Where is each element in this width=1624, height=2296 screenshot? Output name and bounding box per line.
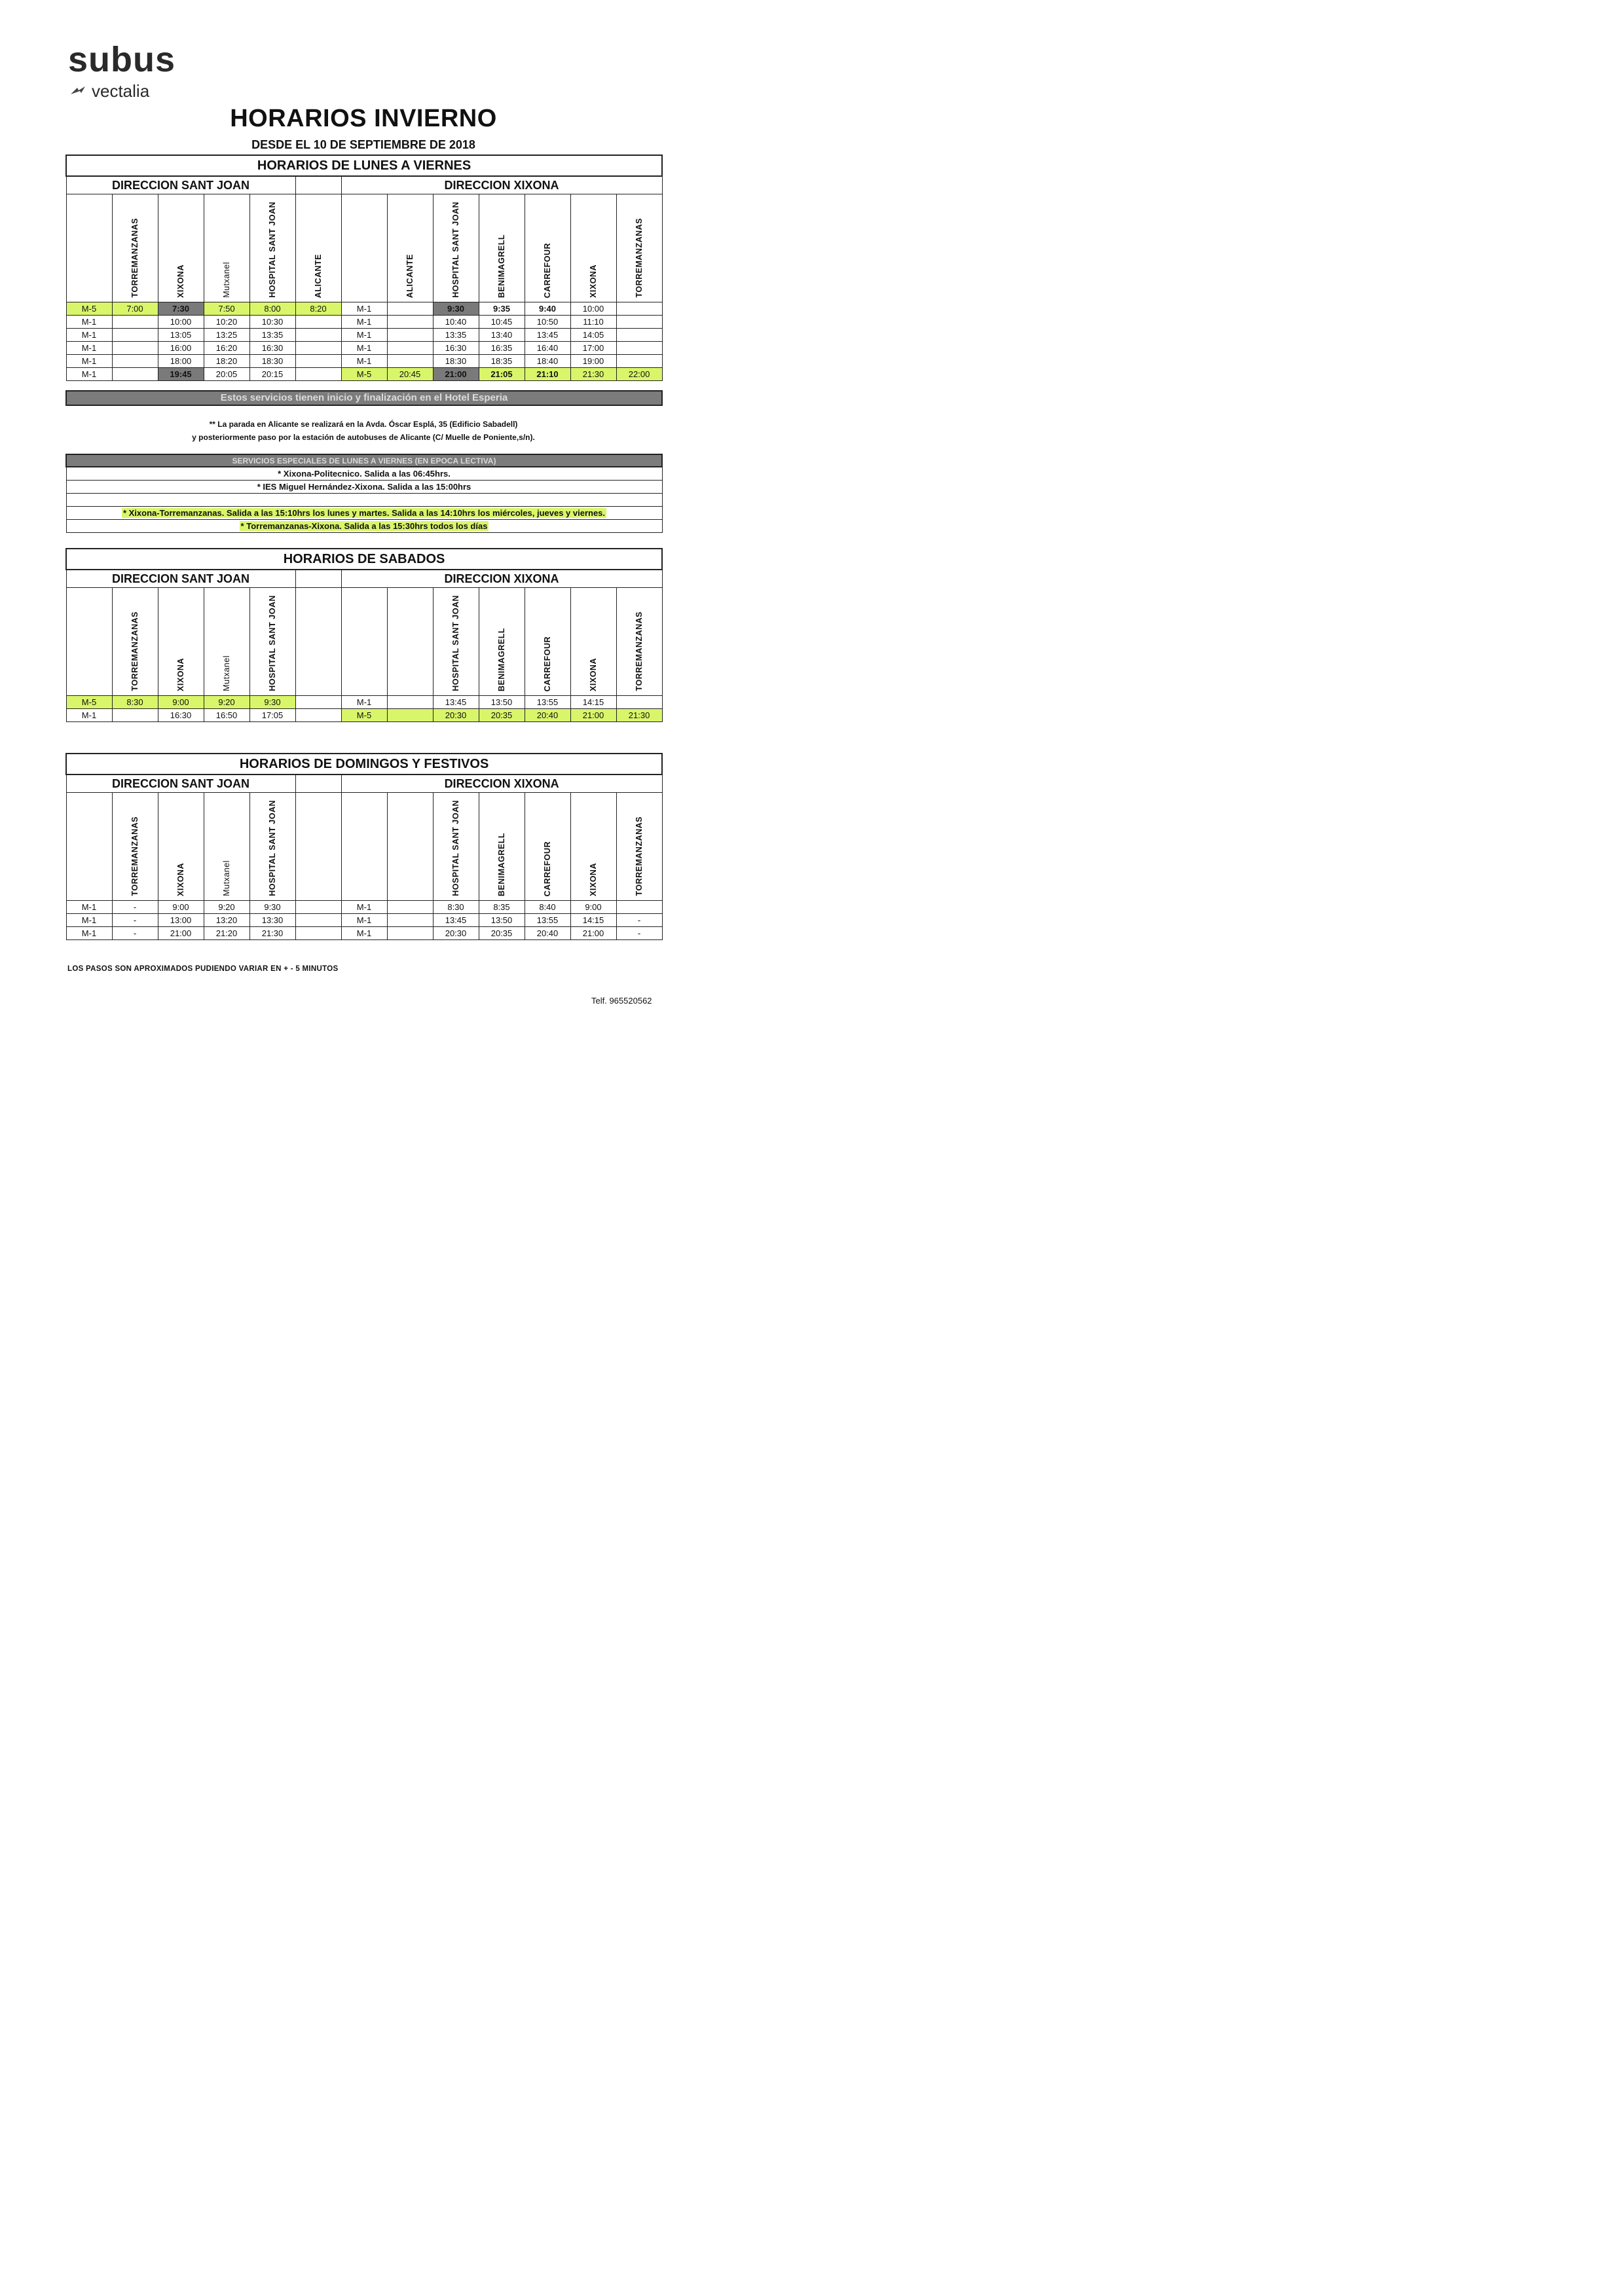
time-cell: M-1 bbox=[66, 914, 112, 927]
time-cell: 7:50 bbox=[204, 302, 249, 316]
stop-header bbox=[525, 793, 570, 901]
time-cell bbox=[295, 368, 341, 381]
time-cell: 20:40 bbox=[525, 709, 570, 722]
time-cell: 13:20 bbox=[204, 914, 249, 927]
time-cell bbox=[112, 355, 158, 368]
time-cell: 18:30 bbox=[249, 355, 295, 368]
time-cell: M-1 bbox=[341, 901, 387, 914]
time-cell bbox=[112, 368, 158, 381]
logo-vectalia bbox=[69, 82, 149, 100]
time-cell: 13:50 bbox=[479, 914, 525, 927]
time-cell: 8:40 bbox=[525, 901, 570, 914]
time-cell: 10:40 bbox=[433, 316, 479, 329]
stop-header bbox=[616, 588, 662, 696]
table-row bbox=[66, 302, 662, 316]
time-cell: M-1 bbox=[66, 329, 112, 342]
table-row bbox=[66, 316, 662, 329]
table-row bbox=[66, 368, 662, 381]
time-cell: 14:15 bbox=[570, 914, 616, 927]
time-cell: 16:35 bbox=[479, 342, 525, 355]
schedule-title: HORARIOS DE LUNES A VIERNES bbox=[66, 155, 662, 176]
special-line bbox=[66, 520, 662, 533]
stop-label: XIXONA bbox=[175, 264, 185, 298]
stop-header bbox=[479, 588, 525, 696]
hotel-notice-bar: Estos servicios tienen inicio y finalización en el Hotel Esperia bbox=[65, 390, 663, 406]
time-cell bbox=[387, 342, 433, 355]
time-cell: 9:20 bbox=[204, 696, 249, 709]
time-cell: 9:35 bbox=[479, 302, 525, 316]
stop-label: XIXONA bbox=[588, 264, 598, 298]
logo-subus: subus bbox=[68, 40, 176, 79]
logo-vectalia-text: vectalia bbox=[92, 81, 150, 101]
note-line-1: ** La parada en Alicante se realizará en la Avda. Óscar Esplá, 35 (Edificio Sabadell) bbox=[209, 420, 518, 429]
schedule-title: HORARIOS DE DOMINGOS Y FESTIVOS bbox=[66, 754, 662, 774]
time-cell: 20:15 bbox=[249, 368, 295, 381]
time-cell: 10:50 bbox=[525, 316, 570, 329]
stop-header bbox=[570, 194, 616, 302]
time-cell bbox=[295, 709, 341, 722]
stop-header bbox=[295, 588, 341, 696]
direction-spacer bbox=[295, 570, 341, 588]
stop-header bbox=[158, 194, 204, 302]
time-cell bbox=[616, 696, 662, 709]
time-cell: 10:45 bbox=[479, 316, 525, 329]
special-line bbox=[66, 494, 662, 507]
stop-label: CARREFOUR bbox=[542, 841, 552, 896]
time-cell: 21:30 bbox=[570, 368, 616, 381]
time-cell: 11:10 bbox=[570, 316, 616, 329]
time-cell: 13:50 bbox=[479, 696, 525, 709]
time-cell: 18:35 bbox=[479, 355, 525, 368]
stop-label: BENIMAGRELL bbox=[496, 832, 506, 896]
time-cell: 19:00 bbox=[570, 355, 616, 368]
time-cell: M-1 bbox=[341, 342, 387, 355]
stop-header bbox=[387, 194, 433, 302]
time-cell bbox=[295, 342, 341, 355]
time-cell: 8:20 bbox=[295, 302, 341, 316]
time-cell: 7:00 bbox=[112, 302, 158, 316]
special-line bbox=[66, 507, 662, 520]
time-cell: 9:40 bbox=[525, 302, 570, 316]
time-cell: 20:05 bbox=[204, 368, 249, 381]
stop-header bbox=[525, 588, 570, 696]
time-cell: 18:20 bbox=[204, 355, 249, 368]
time-cell bbox=[616, 901, 662, 914]
time-cell: 18:40 bbox=[525, 355, 570, 368]
special-line-text: * Torremanzanas-Xixona. Salida a las 15:30hrs todos los días bbox=[240, 521, 488, 531]
stop-header bbox=[295, 793, 341, 901]
direction-spacer bbox=[295, 176, 341, 194]
stop-label: XIXONA bbox=[175, 658, 185, 691]
time-cell: 20:30 bbox=[433, 927, 479, 940]
swoosh-icon bbox=[69, 85, 88, 97]
time-cell: M-1 bbox=[341, 302, 387, 316]
table-row bbox=[66, 696, 662, 709]
time-cell bbox=[387, 696, 433, 709]
stop-label: XIXONA bbox=[588, 863, 598, 896]
saturday-schedule-table bbox=[65, 548, 663, 722]
time-cell: 21:00 bbox=[158, 927, 204, 940]
stop-header bbox=[479, 793, 525, 901]
direction-spacer bbox=[295, 774, 341, 793]
time-cell: 13:45 bbox=[433, 696, 479, 709]
stop-header bbox=[66, 793, 112, 901]
time-cell: - bbox=[112, 901, 158, 914]
time-cell: 9:00 bbox=[570, 901, 616, 914]
time-cell: 16:40 bbox=[525, 342, 570, 355]
special-line-text: * Xixona-Torremanzanas. Salida a las 15:10hrs los lunes y martes. Salida a las 14:10hrs los miércoles, jueves y viernes. bbox=[122, 508, 606, 518]
time-cell bbox=[295, 329, 341, 342]
stop-label: HOSPITAL SANT JOAN bbox=[267, 202, 277, 298]
stop-label: Mutxanel bbox=[221, 655, 231, 691]
time-cell bbox=[112, 329, 158, 342]
time-cell bbox=[112, 342, 158, 355]
time-cell bbox=[112, 709, 158, 722]
table-row bbox=[66, 709, 662, 722]
stop-header bbox=[158, 793, 204, 901]
stop-label: ALICANTE bbox=[405, 253, 415, 298]
stop-header bbox=[112, 793, 158, 901]
time-cell: - bbox=[112, 914, 158, 927]
time-cell: 13:40 bbox=[479, 329, 525, 342]
time-cell: 9:00 bbox=[158, 696, 204, 709]
time-cell: 21:00 bbox=[570, 927, 616, 940]
stop-header bbox=[66, 588, 112, 696]
stop-header bbox=[66, 194, 112, 302]
time-cell: 17:00 bbox=[570, 342, 616, 355]
time-cell: 7:30 bbox=[158, 302, 204, 316]
direction-sant-joan: DIRECCION SANT JOAN bbox=[66, 176, 295, 194]
time-cell: M-1 bbox=[66, 368, 112, 381]
stop-header bbox=[249, 793, 295, 901]
direction-sant-joan: DIRECCION SANT JOAN bbox=[66, 570, 295, 588]
time-cell: 21:30 bbox=[249, 927, 295, 940]
stop-header bbox=[204, 588, 249, 696]
stop-label: CARREFOUR bbox=[542, 242, 552, 298]
time-cell: 8:00 bbox=[249, 302, 295, 316]
stop-label: XIXONA bbox=[588, 658, 598, 691]
special-header: SERVICIOS ESPECIALES DE LUNES A VIERNES (EN EPOCA LECTIVA) bbox=[66, 454, 662, 467]
stop-label: TORREMANZANAS bbox=[130, 218, 139, 298]
stop-header bbox=[249, 194, 295, 302]
time-cell: 8:35 bbox=[479, 901, 525, 914]
time-cell: 13:30 bbox=[249, 914, 295, 927]
stop-header bbox=[433, 588, 479, 696]
time-cell: - bbox=[616, 927, 662, 940]
time-cell bbox=[387, 914, 433, 927]
stop-label: CARREFOUR bbox=[542, 636, 552, 691]
time-cell: M-5 bbox=[66, 302, 112, 316]
time-cell: 16:30 bbox=[433, 342, 479, 355]
time-cell bbox=[616, 342, 662, 355]
stop-label: HOSPITAL SANT JOAN bbox=[451, 202, 460, 298]
stop-label: BENIMAGRELL bbox=[496, 234, 506, 298]
time-cell: 10:00 bbox=[158, 316, 204, 329]
stop-header bbox=[570, 588, 616, 696]
stop-label: Mutxanel bbox=[221, 262, 231, 298]
time-cell: 9:00 bbox=[158, 901, 204, 914]
time-cell: 20:35 bbox=[479, 709, 525, 722]
time-cell: 21:05 bbox=[479, 368, 525, 381]
stop-header bbox=[616, 194, 662, 302]
time-cell bbox=[387, 302, 433, 316]
stop-header bbox=[204, 793, 249, 901]
special-line: * IES Miguel Hernández-Xixona. Salida a las 15:00hrs bbox=[66, 481, 662, 494]
time-cell: 17:05 bbox=[249, 709, 295, 722]
time-cell: 13:35 bbox=[433, 329, 479, 342]
page-subtitle: DESDE EL 10 DE SEPTIEMBRE DE 2018 bbox=[251, 138, 475, 151]
page-title: HORARIOS INVIERNO bbox=[230, 105, 497, 132]
table-row bbox=[66, 914, 662, 927]
footer-note: LOS PASOS SON APROXIMADOS PUDIENDO VARIAR EN + - 5 MINUTOS bbox=[67, 965, 339, 973]
time-cell: 20:40 bbox=[525, 927, 570, 940]
direction-sant-joan: DIRECCION SANT JOAN bbox=[66, 774, 295, 793]
time-cell bbox=[295, 927, 341, 940]
stop-label: TORREMANZANAS bbox=[130, 611, 139, 691]
stop-header bbox=[525, 194, 570, 302]
stop-label: Mutxanel bbox=[221, 860, 231, 896]
stop-header bbox=[341, 793, 387, 901]
time-cell: 13:25 bbox=[204, 329, 249, 342]
time-cell bbox=[295, 355, 341, 368]
stop-header bbox=[341, 588, 387, 696]
stop-label: TORREMANZANAS bbox=[634, 218, 644, 298]
time-cell: 8:30 bbox=[112, 696, 158, 709]
time-cell: 16:00 bbox=[158, 342, 204, 355]
time-cell: 18:30 bbox=[433, 355, 479, 368]
stop-label: HOSPITAL SANT JOAN bbox=[451, 800, 460, 896]
time-cell bbox=[616, 316, 662, 329]
time-cell bbox=[295, 901, 341, 914]
time-cell: - bbox=[616, 914, 662, 927]
time-cell bbox=[387, 329, 433, 342]
time-cell: 13:35 bbox=[249, 329, 295, 342]
time-cell: M-5 bbox=[341, 709, 387, 722]
time-cell: 21:00 bbox=[570, 709, 616, 722]
stop-label: ALICANTE bbox=[313, 253, 323, 298]
time-cell: 20:30 bbox=[433, 709, 479, 722]
time-cell: 16:50 bbox=[204, 709, 249, 722]
stop-header bbox=[616, 793, 662, 901]
time-cell: 21:30 bbox=[616, 709, 662, 722]
stop-label: TORREMANZANAS bbox=[634, 816, 644, 896]
time-cell: 13:00 bbox=[158, 914, 204, 927]
time-cell: M-1 bbox=[66, 709, 112, 722]
time-cell: 13:05 bbox=[158, 329, 204, 342]
time-cell bbox=[295, 316, 341, 329]
direction-xixona: DIRECCION XIXONA bbox=[341, 774, 662, 793]
time-cell: M-1 bbox=[66, 316, 112, 329]
special-line: * Xixona-Politecnico. Salida a las 06:45hrs. bbox=[66, 467, 662, 481]
time-cell: 10:30 bbox=[249, 316, 295, 329]
time-cell: M-1 bbox=[66, 355, 112, 368]
time-cell: M-1 bbox=[341, 927, 387, 940]
time-cell bbox=[387, 901, 433, 914]
time-cell bbox=[616, 355, 662, 368]
time-cell: M-1 bbox=[341, 329, 387, 342]
time-cell: M-1 bbox=[341, 696, 387, 709]
schedule-title: HORARIOS DE SABADOS bbox=[66, 549, 662, 570]
stop-header bbox=[204, 194, 249, 302]
stop-header bbox=[479, 194, 525, 302]
stop-header bbox=[570, 793, 616, 901]
time-cell: 10:20 bbox=[204, 316, 249, 329]
time-cell: 16:30 bbox=[249, 342, 295, 355]
time-cell bbox=[616, 329, 662, 342]
weekday-schedule-table bbox=[65, 155, 663, 381]
time-cell: 16:30 bbox=[158, 709, 204, 722]
time-cell: 20:45 bbox=[387, 368, 433, 381]
phone-number: Telf. 965520562 bbox=[591, 996, 652, 1006]
time-cell bbox=[387, 355, 433, 368]
stop-label: HOSPITAL SANT JOAN bbox=[451, 595, 460, 691]
time-cell: 13:45 bbox=[525, 329, 570, 342]
stop-header bbox=[295, 194, 341, 302]
sunday-schedule-table bbox=[65, 753, 663, 940]
direction-xixona: DIRECCION XIXONA bbox=[341, 570, 662, 588]
time-cell: 16:20 bbox=[204, 342, 249, 355]
time-cell bbox=[295, 696, 341, 709]
time-cell: 9:30 bbox=[249, 696, 295, 709]
time-cell: M-1 bbox=[341, 914, 387, 927]
time-cell: 13:45 bbox=[433, 914, 479, 927]
time-cell: - bbox=[112, 927, 158, 940]
special-services-table bbox=[65, 454, 663, 533]
stop-header bbox=[158, 588, 204, 696]
time-cell: 14:05 bbox=[570, 329, 616, 342]
time-cell: 19:45 bbox=[158, 368, 204, 381]
time-cell: M-5 bbox=[66, 696, 112, 709]
table-row bbox=[66, 329, 662, 342]
time-cell: 13:55 bbox=[525, 914, 570, 927]
stop-label: XIXONA bbox=[175, 863, 185, 896]
note-line-2: y posteriormente paso por la estación de autobuses de Alicante (C/ Muelle de Poniente,s/n). bbox=[192, 433, 535, 442]
time-cell bbox=[387, 927, 433, 940]
stop-header bbox=[433, 194, 479, 302]
time-cell bbox=[387, 316, 433, 329]
time-cell: M-1 bbox=[66, 901, 112, 914]
time-cell: M-1 bbox=[66, 342, 112, 355]
time-cell: M-1 bbox=[66, 927, 112, 940]
time-cell bbox=[112, 316, 158, 329]
time-cell: 21:10 bbox=[525, 368, 570, 381]
stop-header bbox=[112, 194, 158, 302]
stop-label: BENIMAGRELL bbox=[496, 627, 506, 691]
time-cell: 8:30 bbox=[433, 901, 479, 914]
stop-header bbox=[112, 588, 158, 696]
time-cell: 14:15 bbox=[570, 696, 616, 709]
time-cell: 21:00 bbox=[433, 368, 479, 381]
stop-label: TORREMANZANAS bbox=[130, 816, 139, 896]
stop-label: HOSPITAL SANT JOAN bbox=[267, 800, 277, 896]
time-cell: 9:30 bbox=[249, 901, 295, 914]
table-row bbox=[66, 355, 662, 368]
time-cell: 20:35 bbox=[479, 927, 525, 940]
stop-header bbox=[341, 194, 387, 302]
time-cell: M-1 bbox=[341, 316, 387, 329]
time-cell: 18:00 bbox=[158, 355, 204, 368]
time-cell bbox=[387, 709, 433, 722]
stop-label: TORREMANZANAS bbox=[634, 611, 644, 691]
table-row bbox=[66, 901, 662, 914]
time-cell: 22:00 bbox=[616, 368, 662, 381]
time-cell bbox=[616, 302, 662, 316]
stop-label: HOSPITAL SANT JOAN bbox=[267, 595, 277, 691]
time-cell: 10:00 bbox=[570, 302, 616, 316]
stop-header bbox=[387, 793, 433, 901]
stop-header bbox=[433, 793, 479, 901]
time-cell: 13:55 bbox=[525, 696, 570, 709]
table-row bbox=[66, 927, 662, 940]
time-cell: 9:20 bbox=[204, 901, 249, 914]
time-cell: 9:30 bbox=[433, 302, 479, 316]
table-row bbox=[66, 342, 662, 355]
stop-header bbox=[249, 588, 295, 696]
time-cell: M-1 bbox=[341, 355, 387, 368]
time-cell: 21:20 bbox=[204, 927, 249, 940]
stop-header bbox=[387, 588, 433, 696]
direction-xixona: DIRECCION XIXONA bbox=[341, 176, 662, 194]
time-cell: M-5 bbox=[341, 368, 387, 381]
time-cell bbox=[295, 914, 341, 927]
